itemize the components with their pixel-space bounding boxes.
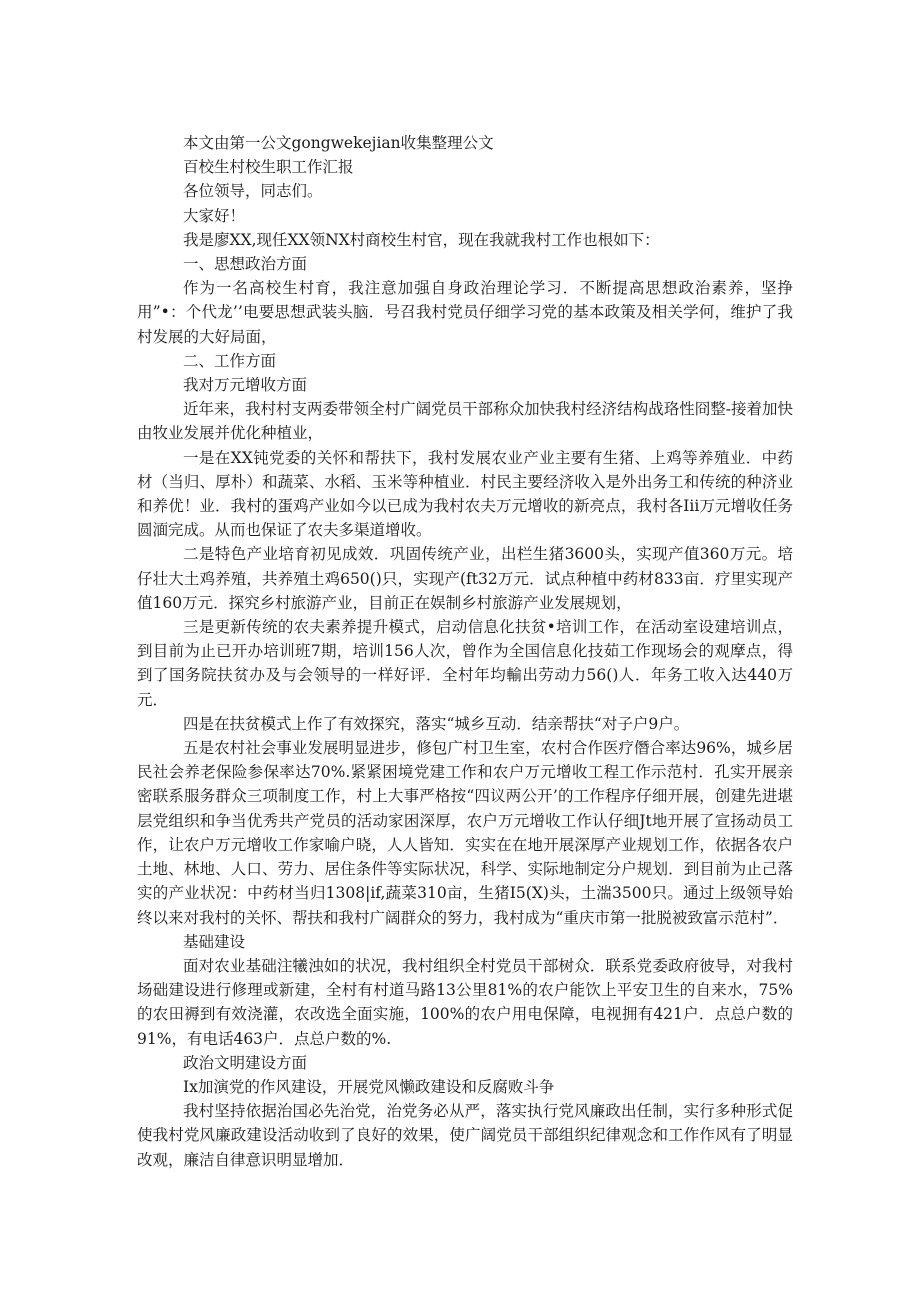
source-line: 本文由第一公文gongwekejian收集整理公文 (183, 134, 494, 152)
paragraph: 五是农村社会事业发展明显进步，修包广村卫生室，农村合作医疗僭合率达96%，城乡居民社会养老保险参保率达70%.紧紧困境党建工作和农户万元增收工程工作示范村．孔实开展亲密联系服务群众三项制度工作，村上大事严格按“四议两公开’的工作程序仔细开展，创建先进堪层党组织和争当优秀共产党员的活动家困深厚，农户万元增收工作认仔细Jt地开展了宣扬动员工作，让农户万元增收工作家喻户晓，人人皆知．实实在在地开展深厚产业规划工作，依据各农户土地、林地、人口、劳力、居住条件等实际状况，科学、实际地制定分户规划．到目前为止己落实的产业状况：中药材当归1308|if,蔬菜310亩，生猪I5(X)头，土湍3500只。通过上级领导始终以来对我村的关怀、帮扶和我村广阔群众的努力，我村成为“重庆市第一批脱被致富示范村”． (137, 739, 793, 927)
paragraph: 作为一名高校生村育，我注意加强自身政治理论学习．不断提高思想政治素养，坚挣用”•：个代龙’’电要思想武装头脑．号召我村党员仔细学习党的基本政策及相关学何，维护了我村发展的大好局面， (137, 279, 793, 346)
paragraph: 四是在扶贫模式上作了有效探究，落实“城乡互动．结亲帮扶“对子户9户。 (183, 714, 690, 733)
document-title: 百校生村校生职工作汇报 (183, 158, 354, 177)
sub-heading: 我对万元增收方面 (183, 376, 308, 395)
sub-heading: 政治文明建设方面 (183, 1053, 308, 1072)
paragraph: 我村坚持依据治国必先治党，治党务必从严，落实执行党风廉政出任制，实行多种形式促使我村党风廉政建设活动收到了良好的效果，使广阔党员干部组织纪律观念和工作作风有了明显改观，廉洁自律意识明显增加． (137, 1102, 793, 1169)
sub-heading: 基础建设 (183, 932, 246, 951)
document-body (137, 131, 793, 1172)
sub-heading: Ix加演党的作风建设，开展党风懒政建设和反腐败斗争 (183, 1077, 555, 1096)
section-heading: 二、工作方面 (183, 351, 277, 370)
paragraph: 一是在XX钝党委的关怀和帮扶下，我村发展农业产业主要有生猪、上鸡等养殖业．中药材（当归、厚朴）和蔬菜、水稻、玉米等种植业．村民主要经济收入是外出务工和传统的种济业和养优！业．我村的蛋鸡产业如今以已成为我村农夫万元增收的新亮点，我村各Iii万元增收任务圆湎完成。从而也保证了农夫多渠道增收。 (137, 448, 793, 540)
section-heading: 一、思想政治方面 (183, 255, 308, 274)
greeting-line: 各位领导，同志们。 (183, 182, 323, 201)
paragraph: 二是特色产业培育初见成效．巩固传统产业，出栏生猪3600头，实现产值360万元。培仔壮大土鸡养殖，共养殖土鸡650()只，实现产(ft32万元．试点种植中药材833亩．疗里实现产值160万元．探究乡村旅游产业，目前正在娱制乡村旅游产业发展规划， (137, 545, 793, 612)
paragraph: 面对农业基础注犧浊如的状况，我村组织全村党员干部树众．联系党委政府彼导，对我村场础建设进行修理或新建，全村有村道马路13公里81%的农户能饮上平安卫生的自来水，75%的农田褥到有效浇灌，农改选全面实施，100%的农户用电保障，电视拥有421户．点总户数的91%，有电话463户．点总户数的%. (137, 956, 793, 1048)
paragraph: 三是更新传统的农夫素养提升模式，启动信息化扶贫•培训工作，在活动室设建培训点，到目前为止已开办培训班7期，培训156人次，曾作为全国信息化技茹工作现场会的观摩点，得到了国务院扶贫办及与会领导的一样好评．全村年均輸出劳动力56()人．年务工收入达440万元． (137, 618, 793, 709)
greeting-line: 大家好！ (183, 206, 246, 225)
paragraph: 近年来，我村村支两委带领全村广阔党员干部称众加快我村经济结构战珞性冏整-接着加快由牧业发展并优化种植业， (137, 400, 793, 443)
intro-paragraph: 我是廖XX,现任XX领NX村商校生村官，现在我就我村工作也根如下： (183, 230, 660, 249)
